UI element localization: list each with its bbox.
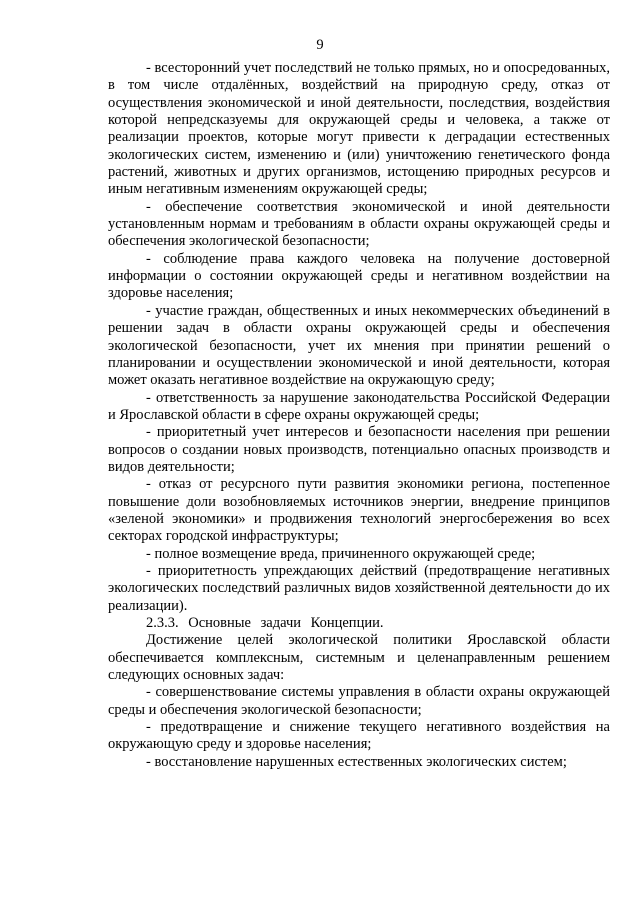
list-item-responsibility: - ответственность за нарушение законодательства Российской Федерации и Ярославской области в сфере охраны окружающей среды; [108,389,610,423]
list-item-green-economy: - отказ от ресурсного пути развития экономики региона, постепенное повышение доли возобновляемых источников энергии, внедрение принципов «зеленой экономики» и продвижения технологий энергосбережения во всех секторах городской инфраструктуры; [108,476,610,545]
list-item-preventive-actions: - приоритетность упреждающих действий (предотвращение негативных экологических последствий различных видов хозяйственной деятельности до их реализации). [108,562,610,614]
list-item-damage-compensation: - полное возмещение вреда, причиненного окружающей среде; [146,545,536,562]
list-item-priority-population-safety: - приоритетный учет интересов и безопасности населения при решении вопросов о создании новых производств, потенциально опасных производств и видов деятельности; [108,424,610,475]
list-item-citizen-participation: - участие граждан, общественных и иных некоммерческих объединений в решении задач в области охраны окружающей среды и обеспечения экологической безопасности, учет их мнения при принятии решений о планировании и осуществлении экономической и иной деятельности, которая может оказать негативное воздействие на окружающую среду; [108,302,610,389]
task-item-restoration: - восстановление нарушенных естественных экологических систем; [146,753,567,770]
tasks-intro: Достижение целей экологической политики Ярославской области обеспечивается комплексным, системным и целенаправленным решением следующих основных задач: [108,632,610,684]
list-item-right-to-information: - соблюдение права каждого человека на получение достоверной информации о состоянии окружающей среды и негативном воздействии на здоровье населения; [108,250,610,302]
section-heading: 2.3.3. Основные задачи Концепции. [146,615,384,631]
document-body [108,60,610,771]
list-item-comprehensive-accounting: - всесторонний учет последствий не только прямых, но и опосредованных, в том числе отдалённых, воздействий на природную среду, отказ от осуществления экономической и иной деятельности, последствия, воздействия которой непредсказуемы для окружающей среды и человека, а также от реализации проектов, которые могут привести к деградации естественных экологических систем, изменению и (или) уничтожению генетического фонда растений, животных и других организмов, истощению природных ресурсов и иным негативным изменениям окружающей среды; [108,60,610,198]
page-number: 9 [316,37,324,53]
task-item-impact-reduction: - предотвращение и снижение текущего негативного воздействия на окружающую среду и здоровье населения; [108,719,610,753]
list-item-compliance: - обеспечение соответствия экономической и иной деятельности установленным нормам и требованиям в области охраны окружающей среды и обеспечения экологической безопасности; [108,198,610,250]
task-item-management: - совершенствование системы управления в области охраны окружающей среды и обеспечения экологической безопасности; [108,684,610,718]
